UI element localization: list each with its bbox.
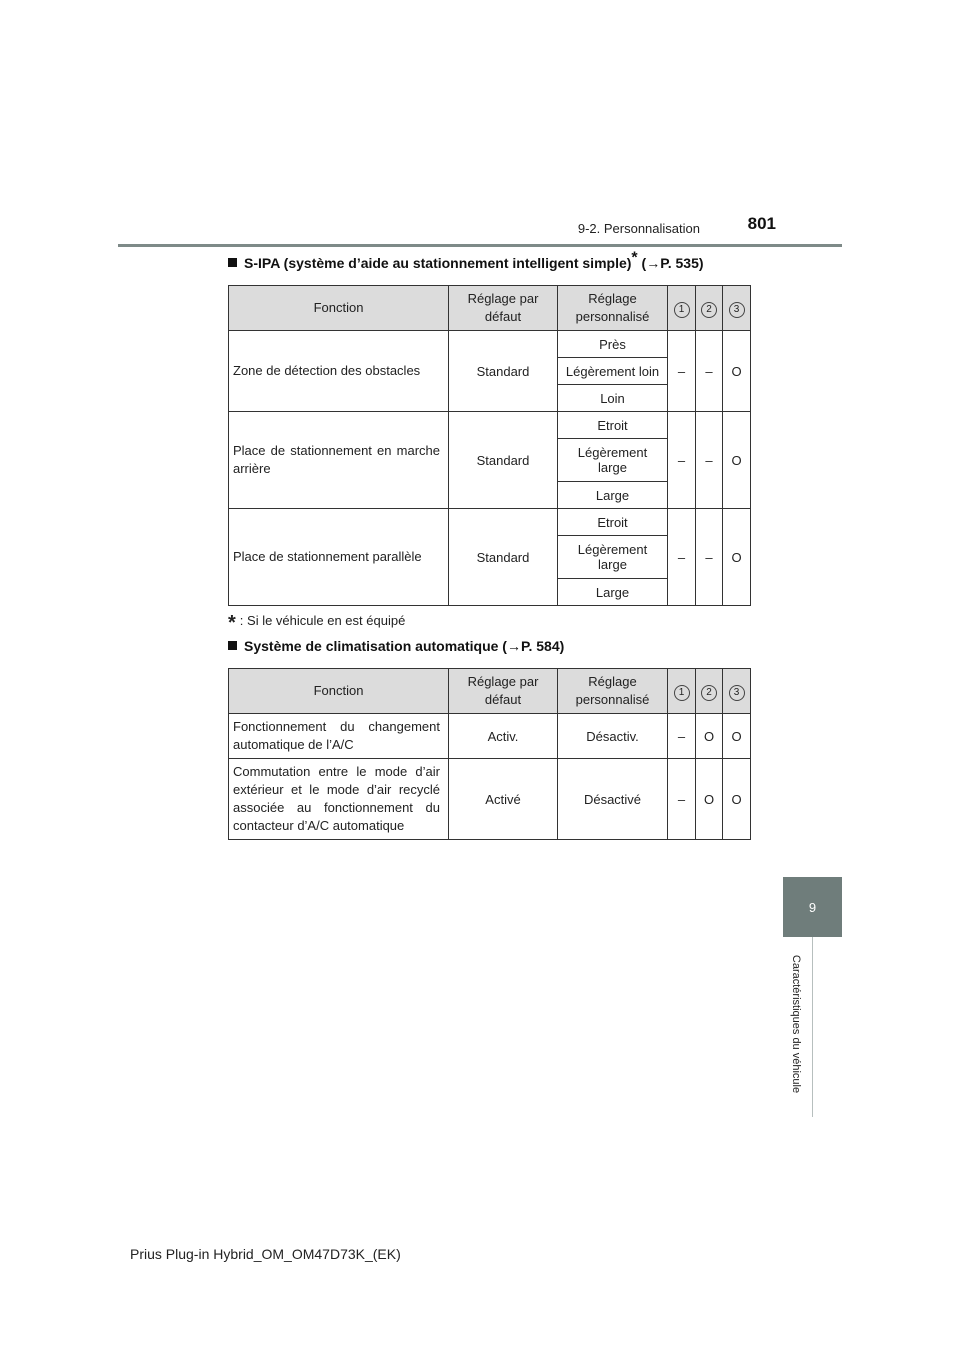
page-reference: (→P. 584) bbox=[502, 638, 565, 654]
option-cell: Large bbox=[558, 579, 668, 606]
column-header-3 bbox=[723, 669, 751, 714]
page-number: 801 bbox=[747, 214, 776, 233]
table-row bbox=[229, 759, 751, 840]
default-cell: Standard bbox=[449, 331, 558, 412]
table-row bbox=[229, 412, 751, 439]
chapter-number: 9 bbox=[808, 899, 817, 915]
column-header-default: Réglage par défaut bbox=[449, 669, 558, 714]
default-cell: Standard bbox=[449, 412, 558, 509]
function-cell: Commutation entre le mode d’air extérieur et le mode d’air recyclé associée au fonctionnement du contacteur d’A/C automatique bbox=[229, 759, 449, 840]
table-header-row bbox=[229, 669, 751, 714]
mark-cell-3: O bbox=[723, 331, 751, 412]
column-header-function: Fonction bbox=[229, 286, 449, 331]
circled-number-3-icon: 3 bbox=[729, 685, 745, 701]
footnote-marker: * bbox=[631, 249, 638, 267]
option-cell: Large bbox=[558, 482, 668, 509]
chapter-label: Caractéristiques du véhicule bbox=[790, 954, 802, 1094]
column-header-custom: Réglage personnalisé bbox=[558, 286, 668, 331]
mark-cell-1: – bbox=[668, 714, 696, 759]
circled-number-2-icon: 2 bbox=[701, 685, 717, 701]
mark-cell-2: – bbox=[696, 331, 723, 412]
option-cell: Légèrement large bbox=[558, 439, 668, 482]
document-footer: Prius Plug-in Hybrid_OM_OM47D73K_(EK) bbox=[130, 1246, 401, 1262]
mark-cell-1: – bbox=[668, 509, 696, 606]
header-divider bbox=[118, 244, 842, 247]
option-cell: Etroit bbox=[558, 412, 668, 439]
table-row bbox=[229, 509, 751, 536]
footnote-text: : Si le véhicule en est équipé bbox=[239, 613, 406, 628]
section-title-climate bbox=[228, 638, 564, 654]
mark-cell-1: – bbox=[668, 331, 696, 412]
column-header-3 bbox=[723, 286, 751, 331]
function-cell: Place de stationnement parallèle bbox=[229, 509, 449, 606]
mark-cell-3: O bbox=[723, 509, 751, 606]
column-header-function: Fonction bbox=[229, 669, 449, 714]
column-header-2 bbox=[696, 669, 723, 714]
mark-cell-1: – bbox=[668, 412, 696, 509]
mark-cell-2: – bbox=[696, 412, 723, 509]
column-header-1 bbox=[668, 286, 696, 331]
function-cell: Fonctionnement du changement automatique de l’A/C bbox=[229, 714, 449, 759]
circled-number-3-icon: 3 bbox=[729, 302, 745, 318]
footnote-star: * bbox=[228, 612, 236, 634]
circled-number-2-icon: 2 bbox=[701, 302, 717, 318]
mark-cell-2: O bbox=[696, 759, 723, 840]
option-cell: Légèrement loin bbox=[558, 358, 668, 385]
default-cell: Activé bbox=[449, 759, 558, 840]
page-reference: (→P. 535) bbox=[641, 255, 704, 271]
option-cell: Près bbox=[558, 331, 668, 358]
custom-cell: Désactiv. bbox=[558, 714, 668, 759]
table-row bbox=[229, 331, 751, 358]
table-header-row bbox=[229, 286, 751, 331]
side-divider bbox=[812, 937, 813, 1117]
mark-cell-1: – bbox=[668, 759, 696, 840]
mark-cell-3: O bbox=[723, 759, 751, 840]
section-title-text: Système de climatisation automatique bbox=[244, 638, 499, 654]
mark-cell-2: O bbox=[696, 714, 723, 759]
mark-cell-2: – bbox=[696, 509, 723, 606]
section-heading: 9-2. Personnalisation bbox=[577, 221, 700, 236]
footnote bbox=[228, 612, 405, 635]
column-header-1 bbox=[668, 669, 696, 714]
sipa-settings-table bbox=[228, 285, 751, 606]
column-header-custom: Réglage personnalisé bbox=[558, 669, 668, 714]
table-row bbox=[229, 714, 751, 759]
default-cell: Activ. bbox=[449, 714, 558, 759]
circled-number-1-icon: 1 bbox=[674, 685, 690, 701]
chapter-tab[interactable] bbox=[783, 877, 842, 937]
option-cell: Etroit bbox=[558, 509, 668, 536]
option-cell: Légèrement large bbox=[558, 536, 668, 579]
custom-cell: Désactivé bbox=[558, 759, 668, 840]
column-header-default: Réglage par défaut bbox=[449, 286, 558, 331]
default-cell: Standard bbox=[449, 509, 558, 606]
function-cell: Place de stationnement en marche arrière bbox=[229, 412, 449, 509]
option-cell: Loin bbox=[558, 385, 668, 412]
square-bullet-icon bbox=[228, 641, 237, 650]
function-cell: Zone de détection des obstacles bbox=[229, 331, 449, 412]
climate-settings-table bbox=[228, 668, 751, 840]
square-bullet-icon bbox=[228, 258, 237, 267]
circled-number-1-icon: 1 bbox=[674, 302, 690, 318]
column-header-2 bbox=[696, 286, 723, 331]
section-title-text: S-IPA (système d’aide au stationnement intelligent simple) bbox=[244, 255, 632, 271]
section-title-sipa bbox=[228, 249, 704, 271]
mark-cell-3: O bbox=[723, 412, 751, 509]
mark-cell-3: O bbox=[723, 714, 751, 759]
